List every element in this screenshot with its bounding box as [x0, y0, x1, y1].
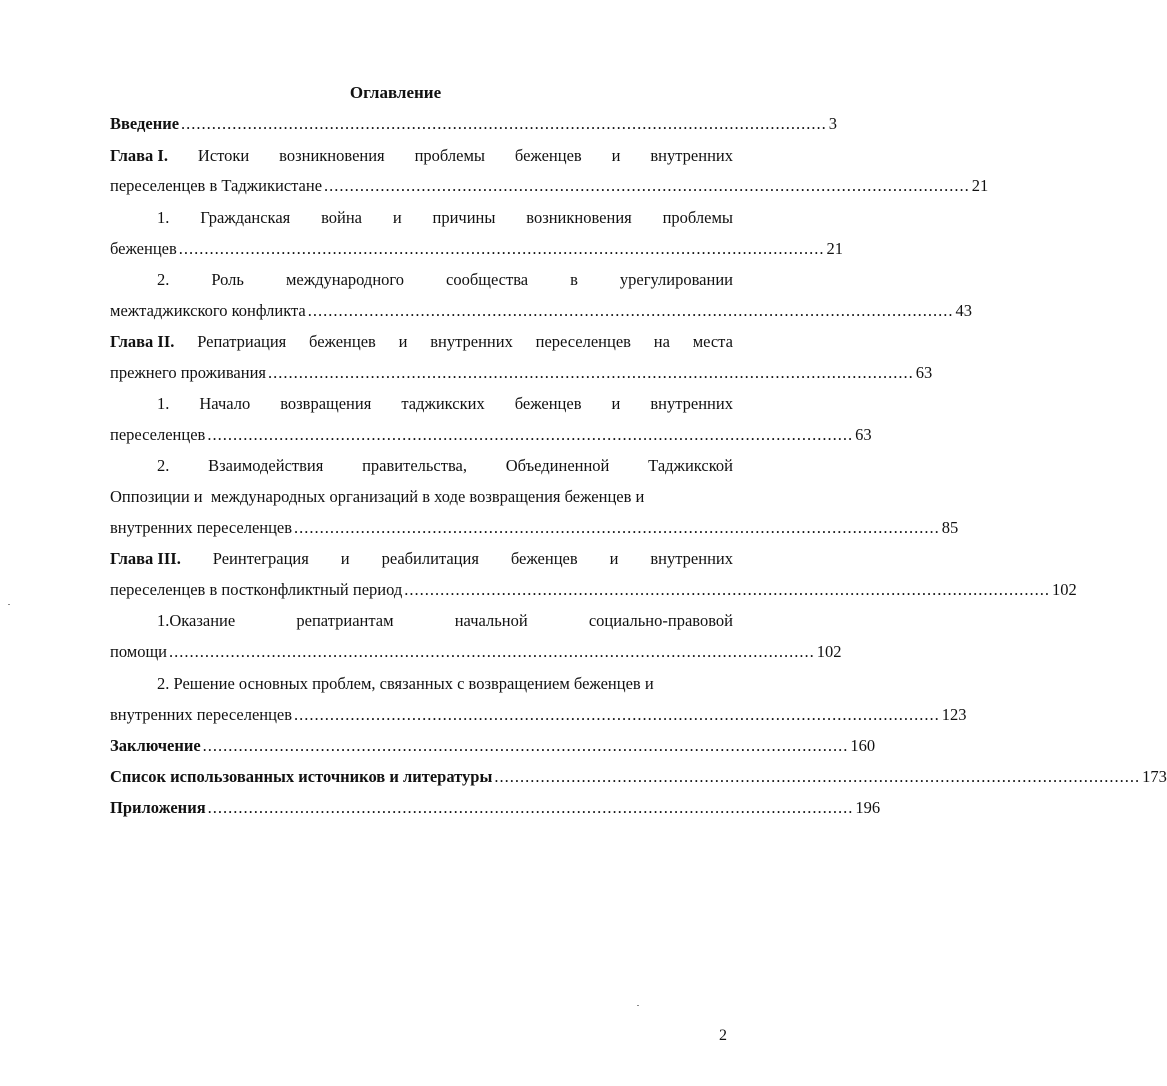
dot-leader: .............................................................................................................................. [178, 239, 825, 258]
toc-entry-ch2s1-line1: 1. Начало возвращения таджикских беженцев и внутренних [157, 394, 733, 413]
toc-entry-appendix: Приложения .............................................................................................................................. 196 [110, 798, 881, 817]
entry-page: 173 [1142, 767, 1167, 786]
toc-entry-intro [110, 113, 838, 135]
dot-leader: .............................................................................................................................. [181, 114, 827, 133]
entry-page: 196 [855, 798, 881, 817]
page-number: 2 [719, 1027, 727, 1044]
dot-leader: .............................................................................................................................. [207, 425, 854, 444]
entry-page: 3 [828, 114, 838, 133]
entry-page: 85 [941, 518, 959, 537]
toc-entry-ch2s2-line1: 2. Взаимодействия правительства, Объединенной Таджикской [157, 456, 733, 475]
entry-page: 63 [855, 425, 872, 444]
toc-entry-ch3s2-line1: 2. Решение основных проблем, связанных с возвращением беженцев и [157, 674, 654, 693]
dot-leader: .............................................................................................................................. [202, 736, 849, 755]
toc-entry-ch1s2-line1: 2. Роль международного сообщества в урегулировании [157, 270, 733, 289]
dot-leader: .............................................................................................................................. [494, 767, 1141, 786]
toc-entry-ch1-line2: переселенцев в Таджикистане .............................................................................................................................. 21 [110, 176, 989, 195]
entry-page: 102 [816, 642, 842, 661]
toc-entry-ch2-line1: Глава II. Репатриация беженцев и внутренних переселенцев на места [110, 332, 733, 351]
toc-entry-sources: Список использованных источников и литературы .............................................................................................................................. 173 [110, 767, 1167, 786]
scan-speck [8, 604, 10, 605]
chapter-label: Глава II. [110, 332, 175, 351]
entry-page: 102 [1052, 580, 1077, 599]
toc-entry-ch3-line1: Глава III. Реинтеграция и реабилитация беженцев и внутренних [110, 549, 733, 568]
toc-entry-conclusion: Заключение .............................................................................................................................. 160 [110, 736, 876, 755]
entry-label: Введение [110, 114, 180, 133]
dot-leader: .............................................................................................................................. [169, 642, 815, 661]
entry-page: 123 [941, 705, 967, 724]
toc-entry-ch1-line1: Глава I. Истоки возникновения проблемы беженцев и внутренних [110, 146, 733, 165]
toc-entry-ch2-line2: прежнего проживания .............................................................................................................................. 63 [110, 363, 933, 382]
toc-entry-ch3s2-line2: внутренних переселенцев .............................................................................................................................. 123 [110, 705, 967, 724]
dot-leader: .............................................................................................................................. [207, 798, 854, 817]
entry-page: 21 [826, 239, 844, 258]
chapter-label: Глава I. [110, 146, 168, 165]
dot-leader: .............................................................................................................................. [307, 301, 954, 320]
toc-entry-ch1s1-line1: 1. Гражданская война и причины возникновения проблемы [157, 208, 733, 227]
chapter-label: Глава III. [110, 549, 181, 568]
toc-entry-ch2s2-line3: внутренних переселенцев .............................................................................................................................. 85 [110, 518, 959, 537]
dot-leader: .............................................................................................................................. [404, 580, 1051, 599]
toc-entry-ch3-line2: переселенцев в постконфликтный период .............................................................................................................................. 102 [110, 580, 1077, 599]
dot-leader: .............................................................................................................................. [324, 176, 970, 195]
toc-entry-ch2s1-line2: переселенцев .............................................................................................................................. 63 [110, 425, 872, 444]
toc-entry-ch1s2-line2: межтаджикского конфликта .............................................................................................................................. 43 [110, 301, 973, 320]
dot-leader: .............................................................................................................................. [294, 518, 940, 537]
dot-leader: .............................................................................................................................. [294, 705, 940, 724]
entry-page: 63 [915, 363, 933, 382]
entry-page: 43 [955, 301, 973, 320]
toc-title: Оглавление [349, 83, 442, 102]
toc-entry-ch1s1-line2: беженцев .............................................................................................................................. 21 [110, 239, 844, 258]
scan-speck [637, 1005, 639, 1006]
toc-entry-ch3s1-line1: 1.Оказание репатриантам начальной социально-правовой [157, 611, 733, 630]
entry-page: 160 [850, 736, 876, 755]
entry-page: 21 [971, 176, 989, 195]
toc-entry-ch2s2-line2: Оппозиции и международных организаций в ходе возвращения беженцев и [110, 487, 645, 506]
toc-entry-ch3s1-line2: помощи .............................................................................................................................. 102 [110, 642, 842, 661]
dot-leader: .............................................................................................................................. [268, 363, 914, 382]
